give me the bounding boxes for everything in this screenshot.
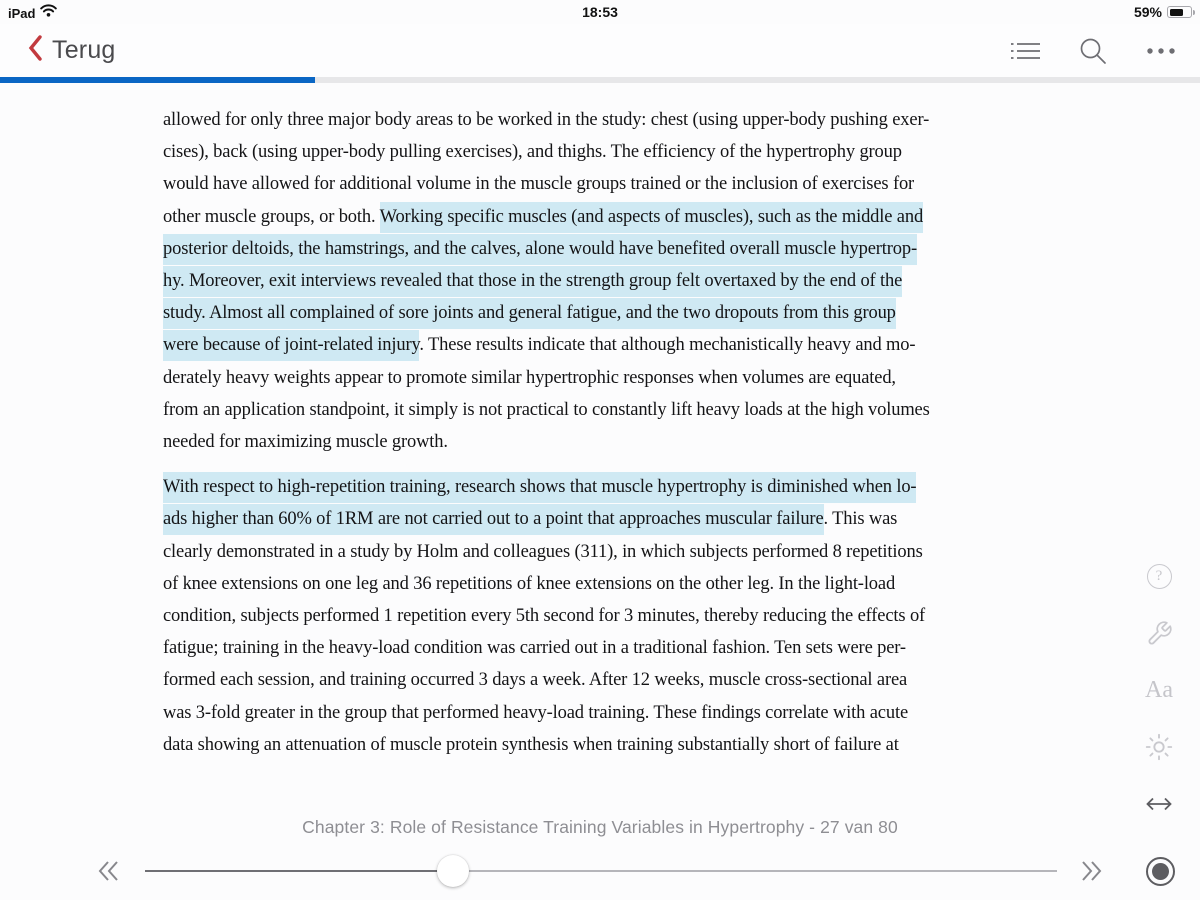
highlighted-text[interactable]: ads higher than 60% of 1RM are not carried out to a point that approaches muscular failure <box>163 504 824 535</box>
highlighted-text[interactable]: hy. Moreover, exit interviews revealed that those in the strength group felt overtaxed by the end of the <box>163 266 902 297</box>
text-line <box>163 632 1041 664</box>
text-segment: other muscle groups, or both. <box>163 206 380 227</box>
text-segment: condition, subjects performed 1 repetition every 5th second for 3 minutes, thereby reducing the effects of <box>163 606 926 627</box>
text-line <box>163 664 1041 696</box>
text-segment: data showing an attenuation of muscle protein synthesis when training substantially short of failure at <box>163 734 899 755</box>
highlighted-text[interactable]: Working specific muscles (and aspects of muscles), such as the middle and <box>380 202 923 233</box>
tool-rail <box>1140 560 1178 820</box>
chapter-footer: Chapter 3: Role of Resistance Training Variables in Hypertrophy - 27 van 80 <box>302 817 898 837</box>
highlighted-text[interactable]: With respect to high-repetition training, research shows that muscle hypertrophy is diminished when lo- <box>163 472 916 503</box>
text-line <box>163 104 1041 136</box>
search-icon[interactable] <box>1076 34 1110 68</box>
battery-percent: 59% <box>1133 4 1162 20</box>
text-segment: clearly demonstrated in a study by Holm and colleagues (311), in which subjects performed 8 repetitions <box>163 541 923 562</box>
page-slider-fill <box>145 870 453 872</box>
text-line <box>163 426 1041 458</box>
text-segment: derately heavy weights appear to promote similar hypertrophic responses when volumes are equated, <box>163 367 896 388</box>
text-line <box>163 471 1041 503</box>
nav-bar <box>0 24 1200 77</box>
text-segment: allowed for only three major body areas to be worked in the study: chest (using upper-body pushing exer- <box>163 110 930 130</box>
text-line <box>163 233 1041 265</box>
toc-icon[interactable] <box>1008 34 1042 68</box>
highlighted-text[interactable]: study. Almost all complained of sore joints and general fatigue, and the two dropouts from this group <box>163 298 896 329</box>
text-line <box>163 729 1041 761</box>
text-line <box>163 503 1041 535</box>
highlighted-text[interactable]: posterior deltoids, the hamstrings, and the calves, alone would have benefited overall muscle hypertrop- <box>163 234 917 265</box>
text-segment: fatigue; training in the heavy-load condition was carried out in a traditional fashion. Ten sets were per- <box>163 638 906 659</box>
brightness-icon[interactable] <box>1143 731 1175 763</box>
previous-chapter-icon[interactable] <box>96 857 122 890</box>
text-segment: cises), back (using upper-body pulling exercises), and thighs. The efficiency of the hypertrophy group <box>163 142 902 163</box>
help-icon[interactable]: ? <box>1143 560 1175 592</box>
device-label: iPad <box>8 5 36 21</box>
text-line <box>163 168 1041 200</box>
text-line <box>163 329 1041 361</box>
status-time: 18:53 <box>582 4 618 20</box>
text-segment: . This was <box>823 509 898 530</box>
text-segment: . These results indicate that although mechanistically heavy and mo- <box>419 335 916 356</box>
wrench-icon[interactable] <box>1143 617 1175 649</box>
back-chevron-icon <box>28 34 43 67</box>
bookmark-position-button[interactable] <box>1146 857 1175 886</box>
status-bar <box>0 0 1200 24</box>
paragraph <box>163 104 1041 458</box>
text-segment: formed each session, and training occurred 3 days a week. After 12 weeks, muscle cross-sectional area <box>163 670 908 691</box>
text-line <box>163 394 1041 426</box>
text-line <box>163 568 1041 600</box>
text-line <box>163 201 1041 233</box>
back-button[interactable] <box>28 34 116 67</box>
text-line <box>163 536 1041 568</box>
text-segment: was 3-fold greater in the group that performed heavy-load training. These findings correlate with acute <box>163 702 909 723</box>
more-icon[interactable] <box>1144 34 1178 68</box>
text-line <box>163 136 1041 168</box>
chapter-progress-fill <box>0 77 315 83</box>
text-line <box>163 265 1041 297</box>
font-settings-icon[interactable]: Aa <box>1145 676 1173 703</box>
text-line <box>163 362 1041 394</box>
text-segment: needed for maximizing muscle growth. <box>163 432 448 453</box>
page-slider-thumb[interactable] <box>437 855 469 887</box>
battery-icon <box>1167 6 1192 18</box>
next-chapter-icon[interactable] <box>1078 857 1104 890</box>
chapter-progress-bar <box>0 77 1200 83</box>
text-segment: from an application standpoint, it simply is not practical to constantly lift heavy loads at the high volumes <box>163 399 930 420</box>
expand-horizontal-icon[interactable] <box>1143 788 1175 820</box>
text-line <box>163 697 1041 729</box>
bookmark-position-inner <box>1152 863 1169 880</box>
text-segment: of knee extensions on one leg and 36 repetitions of knee extensions on the other leg. In the light-load <box>163 573 896 594</box>
text-line <box>163 600 1041 632</box>
page-slider[interactable] <box>145 856 1057 886</box>
paragraph <box>163 471 1041 761</box>
text-content <box>163 104 1041 774</box>
text-line <box>163 297 1041 329</box>
highlighted-text[interactable]: were because of joint-related injury <box>163 330 419 361</box>
back-button-label: Terug <box>52 36 116 64</box>
text-segment: would have allowed for additional volume in the muscle groups trained or the inclusion of exercises for <box>163 174 915 195</box>
